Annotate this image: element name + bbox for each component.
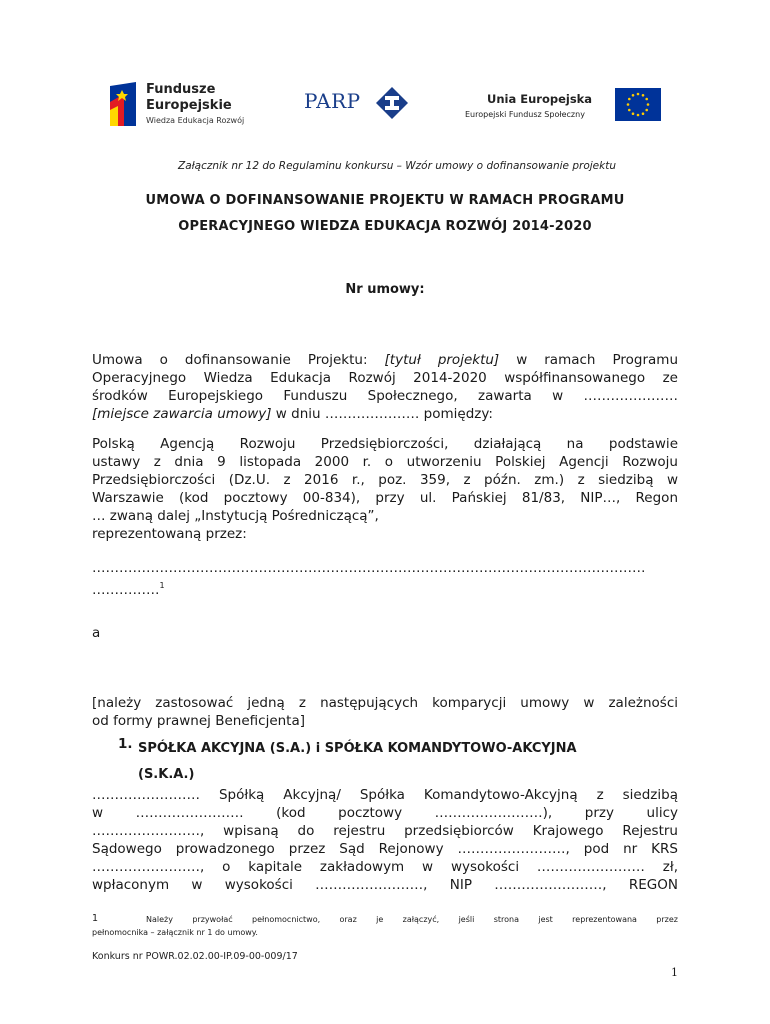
company-line1: …………………… Spółką Akcyjną/ Spółka Komandytowo-Akcyjną z siedzibą: [92, 787, 678, 803]
document-title-line1: UMOWA O DOFINANSOWANIE PROJEKTU W RAMACH PROGRAMU: [145, 193, 625, 208]
comparison-note: [92, 694, 678, 730]
party1-line2: ustawy z dnia 9 listopada 2000 r. o utworzeniu Polskiej Agencji Rozwoju: [92, 454, 678, 470]
intro-line3: środków Europejskiego Funduszu Społecznego, zawarta w …………………: [92, 388, 678, 404]
company-line2: w …………………… (kod pocztowy ……………………), przy ulicy: [92, 805, 678, 821]
dots-line1: ……………………………………………………………………………………………………………: [92, 560, 646, 576]
footnote-number: 1: [92, 913, 99, 924]
dots-line2: [92, 577, 678, 599]
intro-text-a: Umowa o dofinansowanie Projektu:: [92, 352, 385, 368]
project-title-placeholder: [tytuł projektu]: [384, 352, 500, 368]
company-paragraph: [92, 786, 678, 894]
party1-line5: … zwaną dalej „Instytucją Pośredniczącą”,: [92, 508, 379, 524]
intro-line1: [92, 351, 678, 369]
conjunction-a: a: [92, 625, 101, 641]
party1-paragraph: [92, 435, 678, 543]
party1-line3: Przedsiębiorczości (Dz.U. z 2016 r., poz. 359, z późn. zm.) z siedzibą w: [92, 472, 678, 488]
dots-line2-text: ……………: [92, 582, 160, 598]
eu-flag-icon: [615, 88, 661, 121]
ue-logo-title: Unia Europejska: [487, 92, 593, 106]
party1-line6: reprezentowaną przez:: [92, 526, 247, 542]
fe-logo-title: [146, 82, 232, 114]
company-line4: Sądowego prowadzonego przez Sąd Rejonowy ……………………, pod nr KRS: [92, 841, 678, 857]
list-item-title: [138, 736, 577, 788]
intro-date-text: w dniu ………………… pomiędzy:: [271, 406, 493, 422]
fundusze-europejskie-logo: [108, 80, 268, 130]
footnote-reference[interactable]: 1: [159, 581, 165, 590]
annex-note: Załącznik nr 12 do Regulaminu konkursu – Wzór umowy o dofinansowanie projektu: [178, 160, 616, 172]
footnote-text: [92, 913, 678, 939]
party1-line1: Polską Agencją Rozwoju Przedsiębiorczości, działającą na podstawie: [92, 436, 678, 452]
list-item-title-line2: (S.K.A.): [138, 767, 195, 782]
list-item-number: 1.: [118, 736, 133, 752]
list-item-title-line1: SPÓŁKA AKCYJNA (S.A.) i SPÓŁKA KOMANDYTOWO-AKCYJNA: [138, 741, 577, 756]
parp-emblem-icon: [375, 86, 409, 120]
intro-line4: [92, 405, 678, 423]
intro-line2: Operacyjnego Wiedza Edukacja Rozwój 2014-2020 współfinansowanego ze: [92, 370, 678, 386]
fundusze-europejskie-emblem-icon: [108, 80, 138, 128]
company-line6: wpłaconym w wysokości ……………………, NIP ……………………, REGON: [92, 877, 678, 893]
contract-number-label: Nr umowy:: [345, 282, 425, 297]
parp-logo: [304, 86, 414, 122]
unia-europejska-logo: [465, 88, 665, 128]
parp-logo-text: PARP: [304, 89, 361, 113]
footer-competition-number: Konkurs nr POWR.02.02.00-IP.09-00-009/17: [92, 951, 298, 962]
party1-line4: Warszawie (kod pocztowy 00-834), przy ul. Pańskiej 81/83, NIP…, Regon: [92, 490, 678, 506]
page-number: 1: [671, 966, 678, 979]
footnote-line1: Należy przywołać pełnomocnictwo, oraz je załączyć, jeśli strona jest reprezentowana przez: [146, 915, 678, 924]
fe-logo-line1: Fundusze: [146, 82, 216, 97]
document-title-line2: OPERACYJNEGO WIEDZA EDUKACJA ROZWÓJ 2014-2020: [178, 219, 592, 234]
footnote-line2: pełnomocnika – załącznik nr 1 do umowy.: [92, 928, 258, 937]
company-line3: ……………………, wpisaną do rejestru przedsiębiorców Krajowego Rejestru: [92, 823, 678, 839]
fe-logo-subtitle: Wiedza Edukacja Rozwój: [146, 116, 245, 125]
company-line5: ……………………, o kapitale zakładowym w wysokości …………………… zł,: [92, 859, 678, 875]
comparison-note-line1: [należy zastosować jedną z następujących komparycji umowy w zależności: [92, 695, 678, 711]
intro-text-c: w ramach Programu: [499, 352, 678, 368]
comparison-note-line2: od formy prawnej Beneficjenta]: [92, 713, 306, 729]
intro-paragraph: [92, 351, 678, 423]
representative-dots: [92, 559, 678, 599]
ue-logo-subtitle: Europejski Fundusz Społeczny: [465, 110, 585, 119]
fe-logo-line2: Europejskie: [146, 98, 232, 113]
place-placeholder: [miejsce zawarcia umowy]: [92, 406, 272, 422]
